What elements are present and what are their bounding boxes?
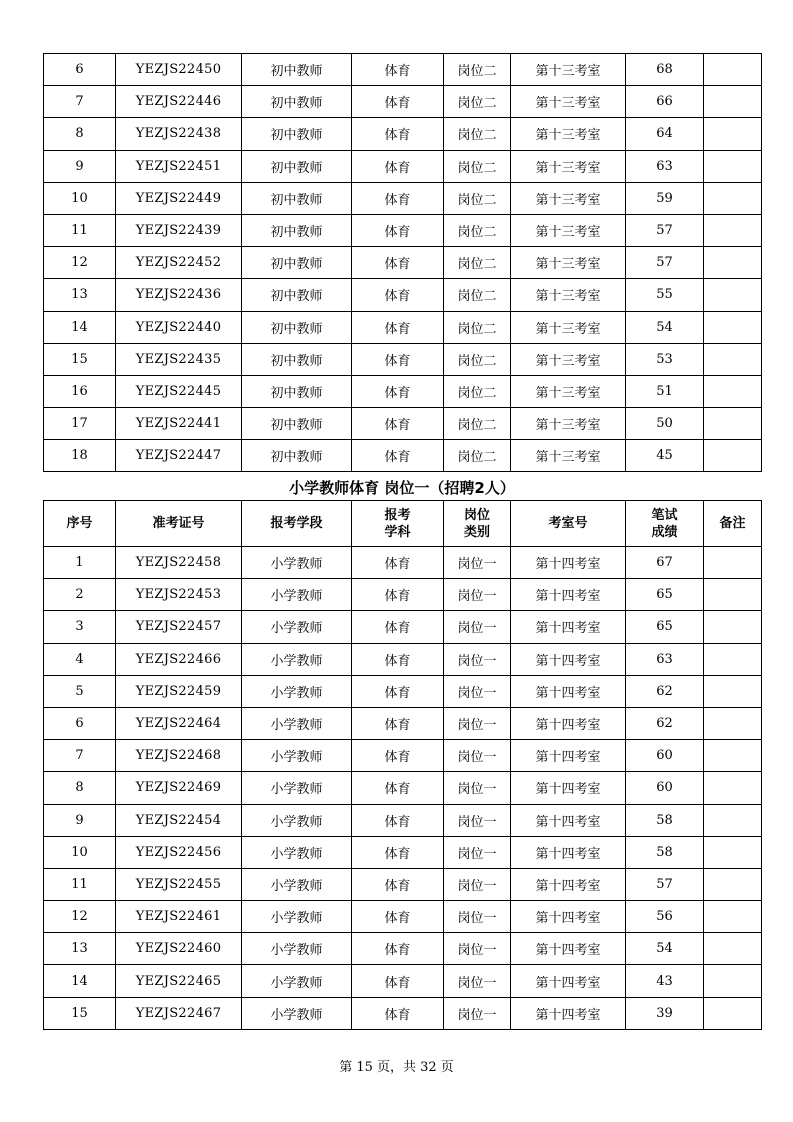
table-row bbox=[44, 375, 762, 407]
cell-stage: 初中教师 bbox=[242, 440, 352, 472]
cell-exam-id: YEZJS22459 bbox=[116, 675, 242, 707]
cell-exam-id: YEZJS22452 bbox=[116, 247, 242, 279]
cell-score: 68 bbox=[626, 54, 704, 86]
cell-room: 第十四考室 bbox=[511, 901, 626, 933]
table-row bbox=[44, 997, 762, 1029]
cell-remark bbox=[704, 868, 762, 900]
table-row bbox=[44, 343, 762, 375]
cell-position: 岗位二 bbox=[444, 54, 511, 86]
cell-stage: 初中教师 bbox=[242, 279, 352, 311]
cell-exam-id: YEZJS22440 bbox=[116, 311, 242, 343]
cell-remark bbox=[704, 675, 762, 707]
cell-remark bbox=[704, 772, 762, 804]
cell-stage: 初中教师 bbox=[242, 86, 352, 118]
score-table-primary-school-position-1 bbox=[43, 500, 762, 1030]
cell-remark bbox=[704, 150, 762, 182]
cell-remark bbox=[704, 182, 762, 214]
cell-stage: 初中教师 bbox=[242, 375, 352, 407]
cell-score: 67 bbox=[626, 547, 704, 579]
cell-room: 第十三考室 bbox=[511, 311, 626, 343]
cell-score: 39 bbox=[626, 997, 704, 1029]
cell-score: 66 bbox=[626, 86, 704, 118]
cell-remark bbox=[704, 804, 762, 836]
cell-subject: 体育 bbox=[352, 279, 444, 311]
cell-room: 第十三考室 bbox=[511, 279, 626, 311]
section-title: 小学教师体育 岗位一（招聘2人） bbox=[289, 479, 515, 497]
cell-remark bbox=[704, 579, 762, 611]
cell-stage: 初中教师 bbox=[242, 54, 352, 86]
cell-score: 62 bbox=[626, 707, 704, 739]
table-row bbox=[44, 214, 762, 246]
cell-exam-id: YEZJS22458 bbox=[116, 547, 242, 579]
cell-remark bbox=[704, 311, 762, 343]
header-subject: 报考 学科 bbox=[352, 501, 444, 547]
cell-remark bbox=[704, 279, 762, 311]
cell-subject: 体育 bbox=[352, 86, 444, 118]
cell-position: 岗位二 bbox=[444, 150, 511, 182]
cell-stage: 小学教师 bbox=[242, 933, 352, 965]
cell-position: 岗位二 bbox=[444, 214, 511, 246]
cell-subject: 体育 bbox=[352, 311, 444, 343]
cell-stage: 小学教师 bbox=[242, 997, 352, 1029]
table-row bbox=[44, 611, 762, 643]
cell-seq: 10 bbox=[44, 836, 116, 868]
cell-subject: 体育 bbox=[352, 408, 444, 440]
table-row bbox=[44, 707, 762, 739]
cell-exam-id: YEZJS22453 bbox=[116, 579, 242, 611]
cell-score: 60 bbox=[626, 740, 704, 772]
cell-room: 第十四考室 bbox=[511, 740, 626, 772]
cell-exam-id: YEZJS22467 bbox=[116, 997, 242, 1029]
cell-position: 岗位二 bbox=[444, 118, 511, 150]
cell-score: 63 bbox=[626, 150, 704, 182]
cell-subject: 体育 bbox=[352, 182, 444, 214]
cell-seq: 12 bbox=[44, 901, 116, 933]
cell-seq: 17 bbox=[44, 408, 116, 440]
cell-stage: 小学教师 bbox=[242, 740, 352, 772]
cell-subject: 体育 bbox=[352, 643, 444, 675]
cell-score: 55 bbox=[626, 279, 704, 311]
table-row bbox=[44, 740, 762, 772]
cell-remark bbox=[704, 707, 762, 739]
cell-room: 第十四考室 bbox=[511, 965, 626, 997]
cell-exam-id: YEZJS22456 bbox=[116, 836, 242, 868]
cell-score: 57 bbox=[626, 868, 704, 900]
cell-remark bbox=[704, 118, 762, 150]
cell-exam-id: YEZJS22454 bbox=[116, 804, 242, 836]
cell-room: 第十三考室 bbox=[511, 408, 626, 440]
cell-exam-id: YEZJS22465 bbox=[116, 965, 242, 997]
cell-stage: 小学教师 bbox=[242, 579, 352, 611]
cell-seq: 3 bbox=[44, 611, 116, 643]
table-row bbox=[44, 836, 762, 868]
cell-score: 57 bbox=[626, 214, 704, 246]
header-stage: 报考学段 bbox=[242, 501, 352, 547]
cell-position: 岗位一 bbox=[444, 933, 511, 965]
table-row bbox=[44, 150, 762, 182]
table-row bbox=[44, 675, 762, 707]
cell-stage: 小学教师 bbox=[242, 868, 352, 900]
cell-exam-id: YEZJS22441 bbox=[116, 408, 242, 440]
cell-score: 59 bbox=[626, 182, 704, 214]
cell-position: 岗位二 bbox=[444, 279, 511, 311]
cell-subject: 体育 bbox=[352, 933, 444, 965]
cell-stage: 小学教师 bbox=[242, 901, 352, 933]
cell-score: 64 bbox=[626, 118, 704, 150]
cell-remark bbox=[704, 247, 762, 279]
table-row bbox=[44, 965, 762, 997]
table-row bbox=[44, 86, 762, 118]
cell-position: 岗位一 bbox=[444, 740, 511, 772]
cell-position: 岗位一 bbox=[444, 547, 511, 579]
cell-seq: 2 bbox=[44, 579, 116, 611]
cell-room: 第十四考室 bbox=[511, 611, 626, 643]
cell-subject: 体育 bbox=[352, 440, 444, 472]
cell-position: 岗位一 bbox=[444, 579, 511, 611]
cell-room: 第十四考室 bbox=[511, 933, 626, 965]
cell-room: 第十三考室 bbox=[511, 343, 626, 375]
page-footer: 第 15 页，共 32 页 bbox=[339, 1060, 454, 1075]
cell-exam-id: YEZJS22446 bbox=[116, 86, 242, 118]
cell-remark bbox=[704, 408, 762, 440]
cell-subject: 体育 bbox=[352, 547, 444, 579]
cell-stage: 小学教师 bbox=[242, 965, 352, 997]
cell-subject: 体育 bbox=[352, 997, 444, 1029]
cell-room: 第十四考室 bbox=[511, 804, 626, 836]
cell-remark bbox=[704, 643, 762, 675]
cell-stage: 初中教师 bbox=[242, 408, 352, 440]
cell-exam-id: YEZJS22461 bbox=[116, 901, 242, 933]
cell-stage: 小学教师 bbox=[242, 772, 352, 804]
cell-seq: 13 bbox=[44, 279, 116, 311]
cell-remark bbox=[704, 343, 762, 375]
cell-room: 第十四考室 bbox=[511, 772, 626, 804]
cell-subject: 体育 bbox=[352, 675, 444, 707]
cell-room: 第十三考室 bbox=[511, 247, 626, 279]
cell-score: 57 bbox=[626, 247, 704, 279]
cell-stage: 小学教师 bbox=[242, 804, 352, 836]
table-row bbox=[44, 311, 762, 343]
cell-score: 65 bbox=[626, 611, 704, 643]
cell-subject: 体育 bbox=[352, 804, 444, 836]
cell-position: 岗位二 bbox=[444, 375, 511, 407]
cell-position: 岗位一 bbox=[444, 611, 511, 643]
cell-stage: 初中教师 bbox=[242, 150, 352, 182]
cell-subject: 体育 bbox=[352, 343, 444, 375]
cell-exam-id: YEZJS22445 bbox=[116, 375, 242, 407]
cell-seq: 9 bbox=[44, 150, 116, 182]
cell-remark bbox=[704, 440, 762, 472]
cell-subject: 体育 bbox=[352, 579, 444, 611]
header-position: 岗位 类别 bbox=[444, 501, 511, 547]
cell-room: 第十四考室 bbox=[511, 643, 626, 675]
cell-position: 岗位一 bbox=[444, 804, 511, 836]
cell-exam-id: YEZJS22464 bbox=[116, 707, 242, 739]
cell-seq: 9 bbox=[44, 804, 116, 836]
cell-room: 第十三考室 bbox=[511, 86, 626, 118]
table-row bbox=[44, 118, 762, 150]
cell-score: 60 bbox=[626, 772, 704, 804]
table-row bbox=[44, 440, 762, 472]
cell-remark bbox=[704, 54, 762, 86]
cell-seq: 14 bbox=[44, 311, 116, 343]
cell-exam-id: YEZJS22468 bbox=[116, 740, 242, 772]
cell-exam-id: YEZJS22439 bbox=[116, 214, 242, 246]
cell-exam-id: YEZJS22455 bbox=[116, 868, 242, 900]
cell-score: 63 bbox=[626, 643, 704, 675]
cell-seq: 1 bbox=[44, 547, 116, 579]
cell-seq: 15 bbox=[44, 997, 116, 1029]
cell-room: 第十四考室 bbox=[511, 707, 626, 739]
cell-position: 岗位二 bbox=[444, 182, 511, 214]
cell-score: 65 bbox=[626, 579, 704, 611]
cell-position: 岗位二 bbox=[444, 343, 511, 375]
cell-seq: 13 bbox=[44, 933, 116, 965]
cell-subject: 体育 bbox=[352, 118, 444, 150]
cell-room: 第十三考室 bbox=[511, 54, 626, 86]
cell-room: 第十四考室 bbox=[511, 675, 626, 707]
cell-exam-id: YEZJS22450 bbox=[116, 54, 242, 86]
cell-subject: 体育 bbox=[352, 901, 444, 933]
cell-remark bbox=[704, 836, 762, 868]
cell-stage: 初中教师 bbox=[242, 311, 352, 343]
cell-seq: 12 bbox=[44, 247, 116, 279]
cell-stage: 初中教师 bbox=[242, 214, 352, 246]
header-exam-id: 准考证号 bbox=[116, 501, 242, 547]
cell-exam-id: YEZJS22447 bbox=[116, 440, 242, 472]
cell-exam-id: YEZJS22436 bbox=[116, 279, 242, 311]
cell-room: 第十四考室 bbox=[511, 997, 626, 1029]
cell-subject: 体育 bbox=[352, 868, 444, 900]
cell-room: 第十四考室 bbox=[511, 868, 626, 900]
cell-exam-id: YEZJS22457 bbox=[116, 611, 242, 643]
cell-seq: 18 bbox=[44, 440, 116, 472]
table-row bbox=[44, 901, 762, 933]
cell-seq: 8 bbox=[44, 772, 116, 804]
table-row bbox=[44, 182, 762, 214]
cell-score: 54 bbox=[626, 311, 704, 343]
header-seq: 序号 bbox=[44, 501, 116, 547]
cell-stage: 小学教师 bbox=[242, 707, 352, 739]
cell-score: 45 bbox=[626, 440, 704, 472]
table-row bbox=[44, 643, 762, 675]
cell-room: 第十四考室 bbox=[511, 547, 626, 579]
cell-position: 岗位一 bbox=[444, 772, 511, 804]
cell-remark bbox=[704, 740, 762, 772]
table-row bbox=[44, 579, 762, 611]
cell-position: 岗位二 bbox=[444, 311, 511, 343]
cell-position: 岗位一 bbox=[444, 868, 511, 900]
cell-room: 第十三考室 bbox=[511, 375, 626, 407]
table-row bbox=[44, 54, 762, 86]
header-score: 笔试 成绩 bbox=[626, 501, 704, 547]
cell-position: 岗位一 bbox=[444, 675, 511, 707]
cell-room: 第十三考室 bbox=[511, 214, 626, 246]
cell-seq: 11 bbox=[44, 214, 116, 246]
cell-subject: 体育 bbox=[352, 965, 444, 997]
cell-score: 54 bbox=[626, 933, 704, 965]
cell-score: 51 bbox=[626, 375, 704, 407]
cell-exam-id: YEZJS22449 bbox=[116, 182, 242, 214]
header-room: 考室号 bbox=[511, 501, 626, 547]
cell-subject: 体育 bbox=[352, 836, 444, 868]
cell-exam-id: YEZJS22451 bbox=[116, 150, 242, 182]
table-row bbox=[44, 804, 762, 836]
cell-exam-id: YEZJS22469 bbox=[116, 772, 242, 804]
header-remark: 备注 bbox=[704, 501, 762, 547]
cell-seq: 8 bbox=[44, 118, 116, 150]
cell-exam-id: YEZJS22460 bbox=[116, 933, 242, 965]
cell-remark bbox=[704, 214, 762, 246]
cell-position: 岗位一 bbox=[444, 836, 511, 868]
cell-position: 岗位二 bbox=[444, 86, 511, 118]
cell-score: 53 bbox=[626, 343, 704, 375]
cell-seq: 6 bbox=[44, 707, 116, 739]
cell-position: 岗位一 bbox=[444, 901, 511, 933]
cell-seq: 16 bbox=[44, 375, 116, 407]
cell-remark bbox=[704, 965, 762, 997]
cell-room: 第十四考室 bbox=[511, 579, 626, 611]
cell-exam-id: YEZJS22435 bbox=[116, 343, 242, 375]
cell-seq: 4 bbox=[44, 643, 116, 675]
cell-room: 第十三考室 bbox=[511, 182, 626, 214]
cell-position: 岗位一 bbox=[444, 643, 511, 675]
cell-score: 43 bbox=[626, 965, 704, 997]
cell-seq: 14 bbox=[44, 965, 116, 997]
cell-remark bbox=[704, 933, 762, 965]
table-row bbox=[44, 279, 762, 311]
cell-stage: 小学教师 bbox=[242, 675, 352, 707]
cell-stage: 小学教师 bbox=[242, 643, 352, 675]
cell-position: 岗位二 bbox=[444, 247, 511, 279]
cell-subject: 体育 bbox=[352, 772, 444, 804]
cell-score: 58 bbox=[626, 836, 704, 868]
cell-subject: 体育 bbox=[352, 375, 444, 407]
cell-position: 岗位一 bbox=[444, 965, 511, 997]
cell-stage: 初中教师 bbox=[242, 182, 352, 214]
cell-stage: 初中教师 bbox=[242, 343, 352, 375]
cell-score: 62 bbox=[626, 675, 704, 707]
cell-room: 第十三考室 bbox=[511, 118, 626, 150]
cell-subject: 体育 bbox=[352, 54, 444, 86]
cell-remark bbox=[704, 611, 762, 643]
cell-subject: 体育 bbox=[352, 740, 444, 772]
cell-seq: 7 bbox=[44, 86, 116, 118]
table-row bbox=[44, 408, 762, 440]
table-row bbox=[44, 547, 762, 579]
cell-score: 56 bbox=[626, 901, 704, 933]
table-header bbox=[44, 501, 762, 547]
header-row bbox=[44, 501, 762, 547]
score-table-middle-school-position-2 bbox=[43, 53, 762, 472]
table-body bbox=[44, 547, 762, 1030]
cell-room: 第十四考室 bbox=[511, 836, 626, 868]
table-row bbox=[44, 933, 762, 965]
cell-seq: 6 bbox=[44, 54, 116, 86]
cell-position: 岗位二 bbox=[444, 440, 511, 472]
cell-seq: 7 bbox=[44, 740, 116, 772]
cell-remark bbox=[704, 997, 762, 1029]
table-body bbox=[44, 54, 762, 472]
table-row bbox=[44, 868, 762, 900]
cell-remark bbox=[704, 901, 762, 933]
table-row bbox=[44, 772, 762, 804]
cell-stage: 初中教师 bbox=[242, 118, 352, 150]
cell-seq: 11 bbox=[44, 868, 116, 900]
cell-remark bbox=[704, 86, 762, 118]
cell-position: 岗位一 bbox=[444, 997, 511, 1029]
cell-seq: 15 bbox=[44, 343, 116, 375]
cell-exam-id: YEZJS22466 bbox=[116, 643, 242, 675]
cell-score: 50 bbox=[626, 408, 704, 440]
cell-stage: 小学教师 bbox=[242, 611, 352, 643]
cell-remark bbox=[704, 375, 762, 407]
cell-seq: 10 bbox=[44, 182, 116, 214]
cell-position: 岗位一 bbox=[444, 707, 511, 739]
cell-subject: 体育 bbox=[352, 150, 444, 182]
cell-exam-id: YEZJS22438 bbox=[116, 118, 242, 150]
cell-seq: 5 bbox=[44, 675, 116, 707]
cell-subject: 体育 bbox=[352, 214, 444, 246]
cell-room: 第十三考室 bbox=[511, 440, 626, 472]
table-row bbox=[44, 247, 762, 279]
cell-subject: 体育 bbox=[352, 611, 444, 643]
cell-position: 岗位二 bbox=[444, 408, 511, 440]
cell-stage: 小学教师 bbox=[242, 547, 352, 579]
cell-room: 第十三考室 bbox=[511, 150, 626, 182]
cell-subject: 体育 bbox=[352, 707, 444, 739]
cell-stage: 初中教师 bbox=[242, 247, 352, 279]
cell-score: 58 bbox=[626, 804, 704, 836]
cell-remark bbox=[704, 547, 762, 579]
cell-subject: 体育 bbox=[352, 247, 444, 279]
cell-stage: 小学教师 bbox=[242, 836, 352, 868]
